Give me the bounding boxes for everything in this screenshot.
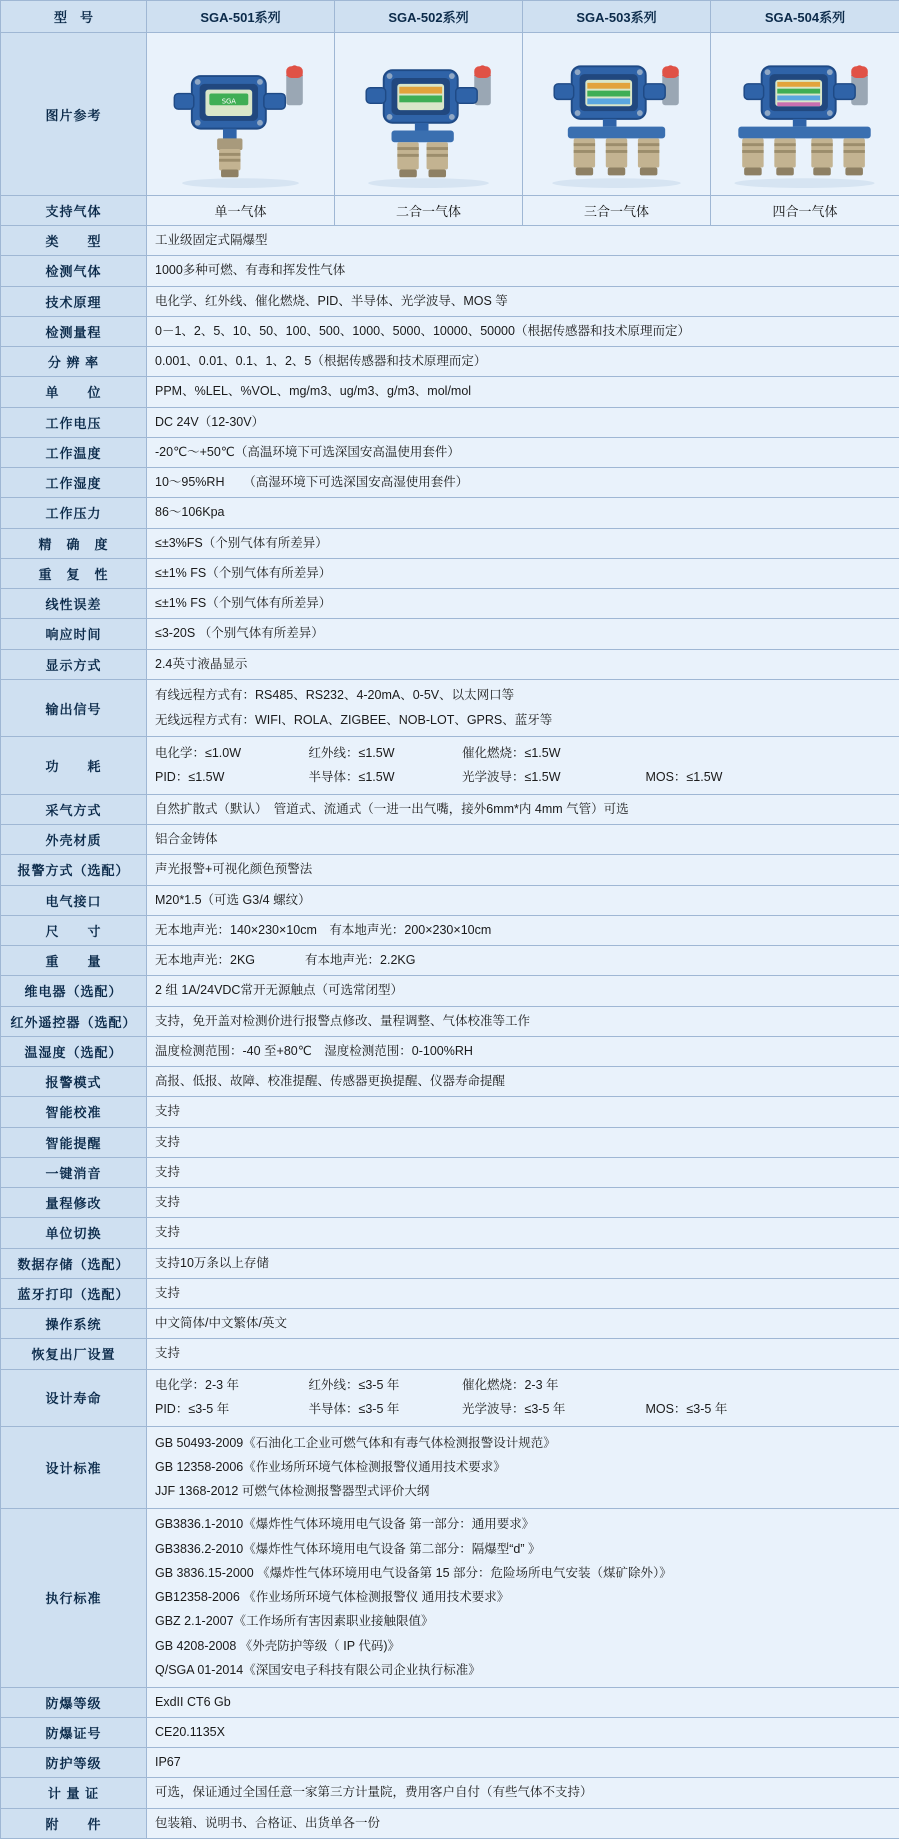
- series-header-1: SGA-501系列: [147, 1, 335, 33]
- table-row-electrical-interface: [1, 885, 899, 915]
- table-row-dimension: [1, 915, 899, 945]
- lifetime-item: 光学波导：≤3-5 年: [462, 1399, 642, 1420]
- row-value: 86～106Kpa: [147, 498, 899, 528]
- lifetime-item: 半导体：≤3-5 年: [308, 1399, 458, 1420]
- row-value: 1000多种可燃、有毒和挥发性气体: [147, 256, 899, 286]
- row-label: 工作湿度: [1, 468, 147, 498]
- table-row-unit-switch: [1, 1218, 899, 1248]
- gas-support-value-2: 二合一气体: [335, 196, 523, 226]
- table-row-smart-reminder: [1, 1127, 899, 1157]
- table-row-linear-error: [1, 589, 899, 619]
- row-label: 量程修改: [1, 1188, 147, 1218]
- table-row-measure-certificate: [1, 1778, 899, 1808]
- row-label: 工作温度: [1, 437, 147, 467]
- row-label: 计 量 证: [1, 1778, 147, 1808]
- table-row-data-storage-option: [1, 1248, 899, 1278]
- table-row-response-time: [1, 619, 899, 649]
- table-row-output-signal: [1, 679, 899, 737]
- row-value: 可选，保证通过全国任意一家第三方计量院，费用客户自付（有些气体不支持）: [147, 1778, 899, 1808]
- row-label: 防爆等级: [1, 1687, 147, 1717]
- product-image-cell-1: [147, 33, 335, 196]
- row-label: 防护等级: [1, 1748, 147, 1778]
- gas-support-value-4: 四合一气体: [711, 196, 899, 226]
- row-label-design-standard: 设计标准: [1, 1427, 147, 1509]
- table-row-work-humidity: [1, 468, 899, 498]
- table-row-factory-reset: [1, 1339, 899, 1369]
- power-item: 光学波导：≤1.5W: [462, 767, 642, 788]
- row-label: 技术原理: [1, 286, 147, 316]
- lifetime-item: 电化学：2-3 年: [155, 1375, 305, 1396]
- row-value: 支持: [147, 1157, 899, 1187]
- table-row-exec-standard: [1, 1508, 899, 1687]
- table-row-alarm-mode-option: [1, 855, 899, 885]
- lifetime-item: PID：≤3-5 年: [155, 1399, 305, 1420]
- row-label: 红外遥控器（选配）: [1, 1006, 147, 1036]
- table-row-power: [1, 737, 899, 795]
- table-row-bluetooth-print-option: [1, 1278, 899, 1308]
- table-row-repeatability: [1, 558, 899, 588]
- row-value: CE20.1135X: [147, 1717, 899, 1747]
- row-label: 单位切换: [1, 1218, 147, 1248]
- row-label: 尺 寸: [1, 915, 147, 945]
- table-row-smart-calibration: [1, 1097, 899, 1127]
- row-value: 铝合金铸体: [147, 825, 899, 855]
- row-label: 工作电压: [1, 407, 147, 437]
- series-header-2: SGA-502系列: [335, 1, 523, 33]
- power-line-2: [155, 766, 891, 790]
- table-row-resolution: [1, 347, 899, 377]
- row-value: 支持: [147, 1188, 899, 1218]
- row-value: 无本地声光：2KG 有本地声光：2.2KG: [147, 946, 899, 976]
- row-label: 维电器（选配）: [1, 976, 147, 1006]
- exec-standard-line: GB3836.1-2010《爆炸性气体环境用电气设备 第一部分：通用要求》: [155, 1513, 891, 1537]
- table-row-range: [1, 316, 899, 346]
- table-row-ex-certificate: [1, 1717, 899, 1747]
- design-standard-line: GB 12358-2006《作业场所环境气体检测报警仪通用技术要求》: [155, 1455, 891, 1479]
- row-value: 高报、低报、故障、校准提醒、传感器更换提醒、仪器寿命提醒: [147, 1067, 899, 1097]
- row-value: 支持: [147, 1278, 899, 1308]
- power-item: 催化燃烧：≤1.5W: [462, 743, 642, 764]
- row-value: 电化学、红外线、催化燃烧、PID、半导体、光学波导、MOS 等: [147, 286, 899, 316]
- lifetime-line-1: [155, 1374, 891, 1398]
- power-item: 电化学：≤1.0W: [155, 743, 305, 764]
- svg-text:SGA: SGA: [222, 97, 237, 105]
- row-value-design-standard: [147, 1427, 899, 1509]
- exec-standard-line: GB 3836.15-2000 《爆炸性气体环境用电气设备第 15 部分：危险场所电气安装（煤矿除外）》: [155, 1561, 891, 1585]
- row-label: 检测气体: [1, 256, 147, 286]
- lifetime-item: 红外线：≤3-5 年: [308, 1375, 458, 1396]
- row-label: 附 件: [1, 1808, 147, 1838]
- exec-standard-line: GB12358-2006 《作业场所环境气体检测报警仪 通用技术要求》: [155, 1586, 891, 1610]
- row-label: 检测量程: [1, 316, 147, 346]
- table-row-alarm-mode: [1, 1067, 899, 1097]
- output-signal-line-1: 有线远程方式有：RS485、RS232、4-20mA、0-5V、以太网口等: [155, 684, 891, 708]
- row-label-power: 功 耗: [1, 737, 147, 795]
- row-label: 蓝牙打印（选配）: [1, 1278, 147, 1308]
- row-value: 0－1、2、5、10、50、100、500、1000、5000、10000、50000（根据传感器和技术原理而定）: [147, 316, 899, 346]
- row-label: 一键消音: [1, 1157, 147, 1187]
- gas-detector-1-head-icon: [149, 35, 332, 193]
- row-value: ≤±1% FS（个别气体有所差异）: [147, 558, 899, 588]
- table-row-design-lifetime: [1, 1369, 899, 1427]
- row-label: 线性误差: [1, 589, 147, 619]
- row-value: 自然扩散式（默认） 管道式、流通式（一进一出气嘴，接外6mm*内 4mm 气管）可选: [147, 794, 899, 824]
- row-value: 支持: [147, 1127, 899, 1157]
- row-value: DC 24V（12-30V）: [147, 407, 899, 437]
- row-value: 温度检测范围：-40 至+80℃ 湿度检测范围：0-100%RH: [147, 1036, 899, 1066]
- row-value: 0.001、0.01、0.1、1、2、5（根据传感器和技术原理而定）: [147, 347, 899, 377]
- gas-detector-3-head-icon: [525, 35, 708, 193]
- table-row-display: [1, 649, 899, 679]
- row-value: 声光报警+可视化颜色预警法: [147, 855, 899, 885]
- row-label: 重 复 性: [1, 558, 147, 588]
- table-row-operating-system: [1, 1309, 899, 1339]
- table-row-accuracy: [1, 528, 899, 558]
- row-label: 报警模式: [1, 1067, 147, 1097]
- exec-standard-line: Q/SGA 01-2014《深国安电子科技有限公司企业执行标准》: [155, 1658, 891, 1682]
- gas-support-value-3: 三合一气体: [523, 196, 711, 226]
- row-value: ≤±3%FS（个别气体有所差异）: [147, 528, 899, 558]
- power-item: PID：≤1.5W: [155, 767, 305, 788]
- row-value: 10～95%RH （高湿环境下可选深国安高湿使用套件）: [147, 468, 899, 498]
- row-value: IP67: [147, 1748, 899, 1778]
- row-value: 中文简体/中文繁体/英文: [147, 1309, 899, 1339]
- gas-detector-2-head-icon: [337, 35, 520, 193]
- row-value: 支持，免开盖对检测价进行报警点修改、量程调整、气体校准等工作: [147, 1006, 899, 1036]
- design-standard-line: GB 50493-2009《石油化工企业可燃气体和有毒气体检测报警设计规范》: [155, 1431, 891, 1455]
- row-label: 电气接口: [1, 885, 147, 915]
- lifetime-item: 催化燃烧：2-3 年: [462, 1375, 642, 1396]
- row-label-gas-support: 支持气体: [1, 196, 147, 226]
- series-header-3: SGA-503系列: [523, 1, 711, 33]
- row-label: 恢复出厂设置: [1, 1339, 147, 1369]
- row-label: 工作压力: [1, 498, 147, 528]
- power-item: MOS：≤1.5W: [645, 767, 722, 788]
- row-value-design-lifetime: [147, 1369, 899, 1427]
- lifetime-item: MOS：≤3-5 年: [645, 1399, 727, 1420]
- row-label: 分 辨 率: [1, 347, 147, 377]
- gas-support-value-1: 单一气体: [147, 196, 335, 226]
- row-value: 包装箱、说明书、合格证、出货单各一份: [147, 1808, 899, 1838]
- row-label: 智能校准: [1, 1097, 147, 1127]
- table-row-accessories: [1, 1808, 899, 1838]
- row-label-design-lifetime: 设计寿命: [1, 1369, 147, 1427]
- table-row-protection-grade: [1, 1748, 899, 1778]
- table-row-shell-material: [1, 825, 899, 855]
- exec-standard-line: GBZ 2.1-2007《工作场所有害因素职业接触限值》: [155, 1610, 891, 1634]
- table-row-model-header: [1, 1, 899, 33]
- output-signal-line-2: 无线远程方式有：WIFI、ROLA、ZIGBEE、NOB-LOT、GPRS、蓝牙等: [155, 708, 891, 732]
- row-value: 无本地声光：140×230×10cm 有本地声光：200×230×10cm: [147, 915, 899, 945]
- table-row-ir-remote-option: [1, 1006, 899, 1036]
- series-header-4: SGA-504系列: [711, 1, 899, 33]
- power-item: 半导体：≤1.5W: [308, 767, 458, 788]
- row-value-exec-standard: [147, 1508, 899, 1687]
- row-value: ExdII CT6 Gb: [147, 1687, 899, 1717]
- row-label: 操作系统: [1, 1309, 147, 1339]
- row-value: 支持: [147, 1339, 899, 1369]
- power-line-1: [155, 741, 891, 765]
- row-value: 支持: [147, 1218, 899, 1248]
- row-label: 智能提醒: [1, 1127, 147, 1157]
- table-row-range-modify: [1, 1188, 899, 1218]
- exec-standard-line: GB 4208-2008 《外壳防护等级（ IP 代码)》: [155, 1634, 891, 1658]
- row-label-exec-standard: 执行标准: [1, 1508, 147, 1687]
- product-image-cell-3: [523, 33, 711, 196]
- table-row-weight: [1, 946, 899, 976]
- row-label: 报警方式（选配）: [1, 855, 147, 885]
- table-row-temp-humidity-option: [1, 1036, 899, 1066]
- table-row-type: [1, 226, 899, 256]
- table-row-design-standard: [1, 1427, 899, 1509]
- table-row-gas-support: [1, 196, 899, 226]
- exec-standard-line: GB3836.2-2010《爆炸性气体环境用电气设备 第二部分：隔爆型“d” 》: [155, 1537, 891, 1561]
- row-label: 显示方式: [1, 649, 147, 679]
- power-item: 红外线：≤1.5W: [308, 743, 458, 764]
- row-value: 工业级固定式隔爆型: [147, 226, 899, 256]
- row-label-output-signal: 输出信号: [1, 679, 147, 737]
- lifetime-line-2: [155, 1398, 891, 1422]
- table-row-one-key-mute: [1, 1157, 899, 1187]
- row-label: 外壳材质: [1, 825, 147, 855]
- table-row-detect-gas: [1, 256, 899, 286]
- table-row-unit: [1, 377, 899, 407]
- design-standard-line: JJF 1368-2012 可燃气体检测报警器型式评价大纲: [155, 1480, 891, 1504]
- row-value: 支持: [147, 1097, 899, 1127]
- row-value-output-signal: [147, 679, 899, 737]
- table-row-images: [1, 33, 899, 196]
- row-label-model: 型 号: [1, 1, 147, 33]
- row-label: 数据存储（选配）: [1, 1248, 147, 1278]
- table-row-work-pressure: [1, 498, 899, 528]
- row-value: 2 组 1A/24VDC常开无源触点（可选常闭型）: [147, 976, 899, 1006]
- product-image-cell-2: [335, 33, 523, 196]
- row-label-image-reference: 图片参考: [1, 33, 147, 196]
- row-value: 支持10万条以上存储: [147, 1248, 899, 1278]
- row-value: PPM、%LEL、%VOL、mg/m3、ug/m3、g/m3、mol/mol: [147, 377, 899, 407]
- row-value: ≤3-20S （个别气体有所差异）: [147, 619, 899, 649]
- row-label: 重 量: [1, 946, 147, 976]
- table-row-relay-option: [1, 976, 899, 1006]
- table-row-principle: [1, 286, 899, 316]
- gas-detector-4-head-icon: [713, 35, 897, 193]
- row-label: 采气方式: [1, 794, 147, 824]
- table-row-ex-grade: [1, 1687, 899, 1717]
- table-row-work-temp: [1, 437, 899, 467]
- row-value: ≤±1% FS（个别气体有所差异）: [147, 589, 899, 619]
- row-value: M20*1.5（可选 G3/4 螺纹）: [147, 885, 899, 915]
- row-value-power: [147, 737, 899, 795]
- row-label: 响应时间: [1, 619, 147, 649]
- table-row-sampling: [1, 794, 899, 824]
- table-row-voltage: [1, 407, 899, 437]
- row-label: 温湿度（选配）: [1, 1036, 147, 1066]
- row-value: 2.4英寸液晶显示: [147, 649, 899, 679]
- row-label: 类 型: [1, 226, 147, 256]
- row-label: 防爆证号: [1, 1717, 147, 1747]
- row-label: 单 位: [1, 377, 147, 407]
- product-image-cell-4: [711, 33, 899, 196]
- row-label: 精 确 度: [1, 528, 147, 558]
- row-value: -20℃～+50℃（高温环境下可选深国安高温使用套件）: [147, 437, 899, 467]
